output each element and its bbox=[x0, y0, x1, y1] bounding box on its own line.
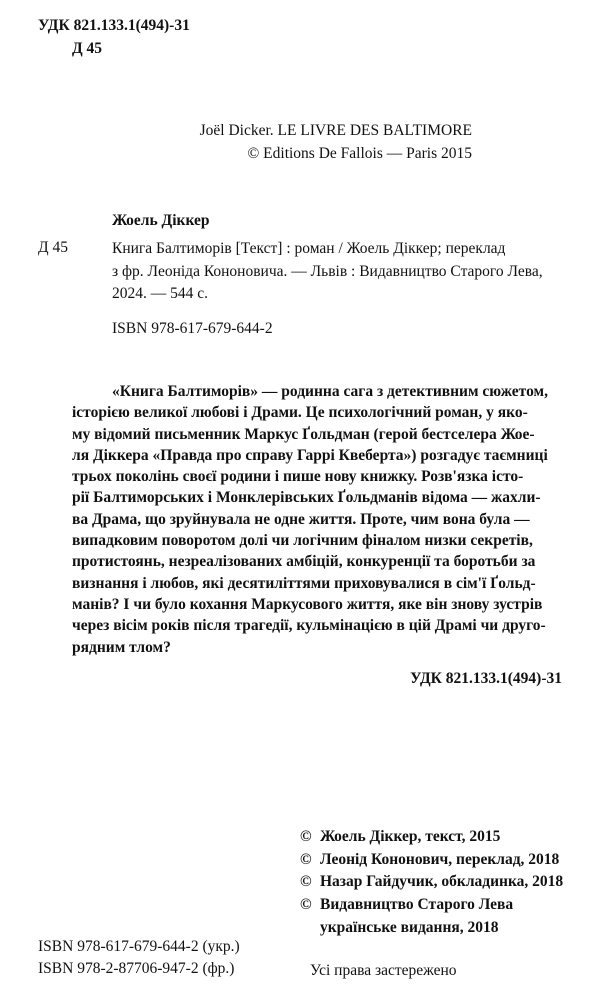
annotation-line: рії Балтиморських і Монклерівських Ґольдманів відома — жахли- bbox=[72, 489, 541, 507]
copyright-symbol: © bbox=[300, 873, 312, 891]
catalog-description-line: Книга Балтиморів [Текст] : роман / Жоель Діккер; переклад bbox=[112, 240, 506, 257]
copyright-line-continued: українське видання, 2018 bbox=[320, 918, 499, 936]
bbk-code-top: Д 45 bbox=[72, 40, 103, 57]
copyright-line bbox=[300, 894, 563, 917]
annotation-line: му відомий письменник Маркус Ґольдман (герой бестселера Жое- bbox=[72, 425, 535, 443]
copyright-text: Жоель Діккер, текст, 2015 bbox=[320, 828, 501, 845]
copyright-symbol: © bbox=[300, 896, 312, 914]
annotation-line: випадковим поворотом долі чи логічним фіналом низки секретів, bbox=[72, 532, 533, 550]
annotation-line: ва Драма, що зруйнувала не одне життя. Проте, чим вона була — bbox=[72, 510, 530, 528]
catalog-bbk-code: Д 45 bbox=[38, 239, 68, 256]
annotation-line: історією великої любові і Драми. Це психологічний роман, у яко- bbox=[72, 404, 528, 422]
udk-code-bottom: УДК 821.133.1(494)-31 bbox=[410, 670, 562, 687]
book-annotation bbox=[72, 381, 584, 658]
copyright-line bbox=[300, 826, 563, 849]
copyright-block bbox=[300, 826, 563, 940]
rights-reserved: Усі права застережено bbox=[310, 962, 457, 979]
catalog-isbn: ISBN 978-617-679-644-2 bbox=[112, 320, 273, 337]
annotation-line: манів? І чи було кохання Маркусового життя, яке він знову зустрів bbox=[72, 595, 543, 613]
copyright-text: Назар Гайдучик, обкладинка, 2018 bbox=[320, 873, 564, 891]
catalog-description bbox=[112, 238, 582, 306]
isbn-ukrainian: ISBN 978-617-679-644-2 (укр.) bbox=[38, 938, 240, 955]
annotation-line: визнання і любов, які десятиліттями приховувалися в сім'ї Ґольд- bbox=[72, 574, 536, 592]
annotation-line: трьох поколінь своєї родини і пише нову книжку. Розв'язка істо- bbox=[72, 468, 524, 486]
annotation-line: протистоянь, незреалізованих амбіцій, конкуренції та боротьби за bbox=[72, 553, 536, 571]
copyright-symbol: © bbox=[300, 828, 312, 845]
original-title: Joël Dicker. LE LIVRE DES BALTIMORE bbox=[199, 122, 472, 139]
copyright-text: Видавництво Старого Лева bbox=[320, 896, 514, 914]
annotation-line: через вісім років після трагедії, кульмінацією в цій Драмі чи друго- bbox=[72, 617, 546, 635]
udk-code-top: УДК 821.133.1(494)-31 bbox=[38, 17, 190, 34]
copyright-line bbox=[300, 849, 563, 872]
copyright-symbol: © bbox=[300, 850, 312, 868]
annotation-line: «Книга Балтиморів» — родинна сага з детективним сюжетом, bbox=[112, 383, 548, 400]
annotation-line: ля Діккера «Правда про справу Гаррі Квеберта») розгадує таємниці bbox=[72, 446, 548, 464]
copyright-line bbox=[300, 871, 563, 894]
catalog-author: Жоель Діккер bbox=[112, 212, 210, 229]
original-publisher: © Editions De Fallois — Paris 2015 bbox=[247, 145, 472, 162]
annotation-line: рядним тлом? bbox=[72, 638, 171, 656]
catalog-description-line: з фр. Леоніда Кононовича. — Львів : Видавництво Старого Лева, bbox=[112, 262, 543, 280]
copyright-text: Леонід Кононович, переклад, 2018 bbox=[320, 850, 560, 868]
isbn-french: ISBN 978-2-87706-947-2 (фр.) bbox=[38, 960, 235, 977]
catalog-description-line: 2024. — 544 с. bbox=[112, 285, 209, 303]
